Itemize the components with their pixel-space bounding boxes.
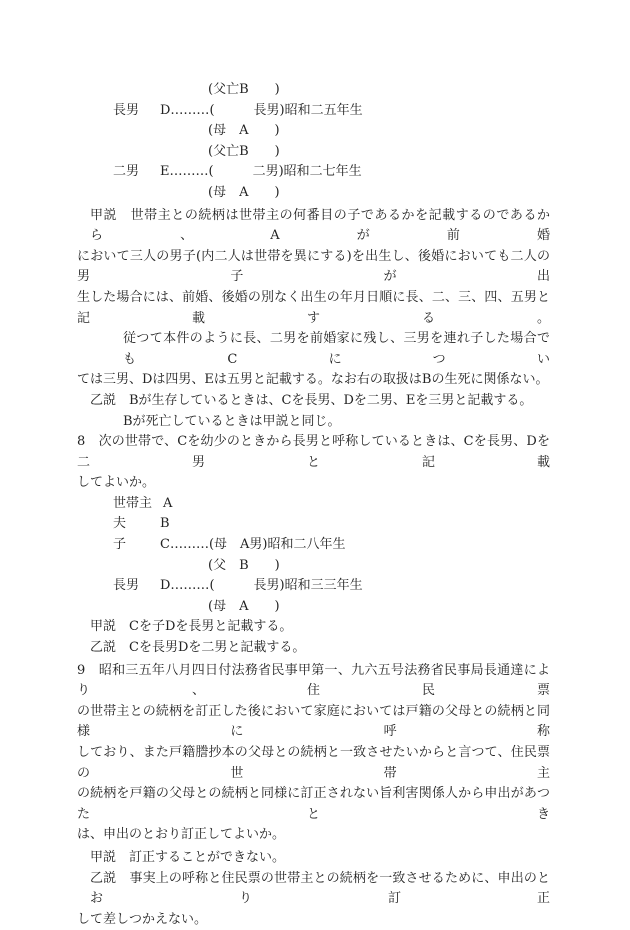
question-8-row bbox=[77, 432, 550, 473]
otsu-opinion-row bbox=[77, 412, 550, 433]
kou-opinion-line: 甲説 世帯主との続柄は世帯主の何番目の子であるかを記載するのであるから、Aが前婚 bbox=[90, 207, 550, 244]
genealogy-row bbox=[77, 142, 550, 163]
household-row bbox=[77, 597, 550, 618]
genealogy-row bbox=[77, 80, 550, 101]
relation-entry: ( 二男)昭和二七年生 bbox=[208, 164, 362, 180]
kou-opinion-row bbox=[77, 848, 550, 869]
household-row bbox=[77, 556, 550, 577]
question-9-row bbox=[77, 702, 550, 743]
otsu-opinion: Bが死亡しているときは甲説と同じ。 bbox=[123, 413, 341, 429]
relation-entry: ( 長男)昭和二五年生 bbox=[209, 102, 363, 118]
kou-opinion-line: 生した場合には、前婚、後婚の別なく出生の年月日順に長、二、三、四、五男と記載する。 bbox=[77, 289, 550, 326]
question-9-row bbox=[77, 784, 550, 825]
relation-label: 世帯主 bbox=[113, 495, 153, 511]
person-name: D……… bbox=[160, 102, 210, 118]
father-entry: (父 B ) bbox=[208, 557, 280, 573]
otsu-opinion: 乙説 事実上の呼称と住民票の世帯主との続柄を一致させるために、申出のとおり訂正 bbox=[90, 870, 550, 907]
mother-entry: (母 A ) bbox=[208, 123, 280, 139]
otsu-opinion-row bbox=[77, 391, 550, 412]
otsu-opinion: して差しつかえない。 bbox=[77, 911, 208, 927]
relation-label: 長男 bbox=[113, 578, 140, 594]
otsu-opinion-row bbox=[77, 638, 550, 659]
question-9-row bbox=[77, 743, 550, 784]
relation-label: 子 bbox=[113, 537, 127, 553]
question-9: 9 昭和三五年八月四日付法務省民事甲第一、九六五号法務省民事局長通達により、住民票 bbox=[77, 662, 550, 699]
kou-opinion-row bbox=[77, 247, 550, 288]
question-8: してよいか。 bbox=[77, 475, 156, 491]
kou-opinion: 甲説 Cを子Dを長男と記載する。 bbox=[90, 619, 293, 635]
person-name: D……… bbox=[160, 578, 210, 594]
household-row bbox=[77, 576, 550, 597]
household-row bbox=[77, 514, 550, 535]
otsu-opinion-row bbox=[77, 869, 550, 910]
mother-entry: (母 A ) bbox=[208, 184, 280, 200]
question-8: 8 次の世帯で、Cを幼少のときから長男と呼称しているときは、Cを長男、Dを二男と記載 bbox=[77, 434, 550, 470]
relation-label: 夫 bbox=[113, 516, 127, 532]
kou-opinion-line: ては三男、Dは四男、Eは五男と記載する。なお右の取扱はBの生死に関係ない。 bbox=[77, 372, 549, 388]
genealogy-row bbox=[77, 162, 550, 183]
mother-entry: (母 A ) bbox=[208, 598, 280, 614]
kou-opinion-line: 従つて本件のように長、二男を前婚家に残し、三男を連れ子した場合でもCについ bbox=[123, 331, 550, 367]
person-name: C……… bbox=[160, 537, 209, 553]
relation-entry: (母 A男)昭和二八年生 bbox=[208, 537, 346, 553]
question-9-row bbox=[77, 661, 550, 702]
person-name: A bbox=[163, 495, 173, 511]
kou-opinion-row bbox=[77, 370, 550, 391]
person-name: E……… bbox=[160, 164, 209, 180]
question-8-row bbox=[77, 473, 550, 494]
genealogy-row bbox=[77, 101, 550, 122]
kou-opinion: 甲説 訂正することができない。 bbox=[90, 849, 286, 865]
document-page bbox=[77, 80, 550, 930]
otsu-opinion-row bbox=[77, 910, 550, 930]
question-9: の続柄を戸籍の父母との続柄と同様に訂正されない旨利害関係人から申出があつたとき bbox=[77, 786, 550, 822]
relation-entry: ( 長男)昭和三三年生 bbox=[209, 578, 363, 594]
genealogy-row bbox=[77, 183, 550, 204]
father-dead-entry: (父亡B ) bbox=[208, 82, 280, 97]
household-row bbox=[77, 535, 550, 556]
relation-label: 長男 bbox=[113, 102, 140, 118]
question-9: は、申出のとおり訂正してよいか。 bbox=[77, 827, 286, 843]
question-9: の世帯主との続柄を訂正した後において家庭においては戸籍の父母との続柄と同様に呼称 bbox=[77, 703, 550, 740]
kou-opinion-line: において三人の男子(内二人は世帯を異にする)を出生し、後婚においても二人の男子が出 bbox=[77, 248, 550, 285]
kou-opinion-row bbox=[77, 329, 550, 370]
question-9: しており、また戸籍謄抄本の父母との続柄と一致させたいからと言つて、住民票の世帯主 bbox=[77, 745, 550, 781]
otsu-opinion: 乙説 Bが生存しているときは、Cを長男、Dを二男、Eを三男と記載する。 bbox=[90, 392, 533, 408]
otsu-opinion: 乙説 Cを長男Dを二男と記載する。 bbox=[90, 640, 306, 656]
kou-opinion-row bbox=[77, 206, 550, 247]
kou-opinion-row bbox=[77, 617, 550, 638]
kou-opinion-row bbox=[77, 288, 550, 329]
genealogy-row bbox=[77, 121, 550, 142]
relation-label: 二男 bbox=[113, 164, 140, 180]
question-9-row bbox=[77, 825, 550, 846]
father-dead-entry: (父亡B ) bbox=[208, 143, 280, 159]
household-row bbox=[77, 494, 550, 515]
person-name: B bbox=[160, 516, 170, 532]
